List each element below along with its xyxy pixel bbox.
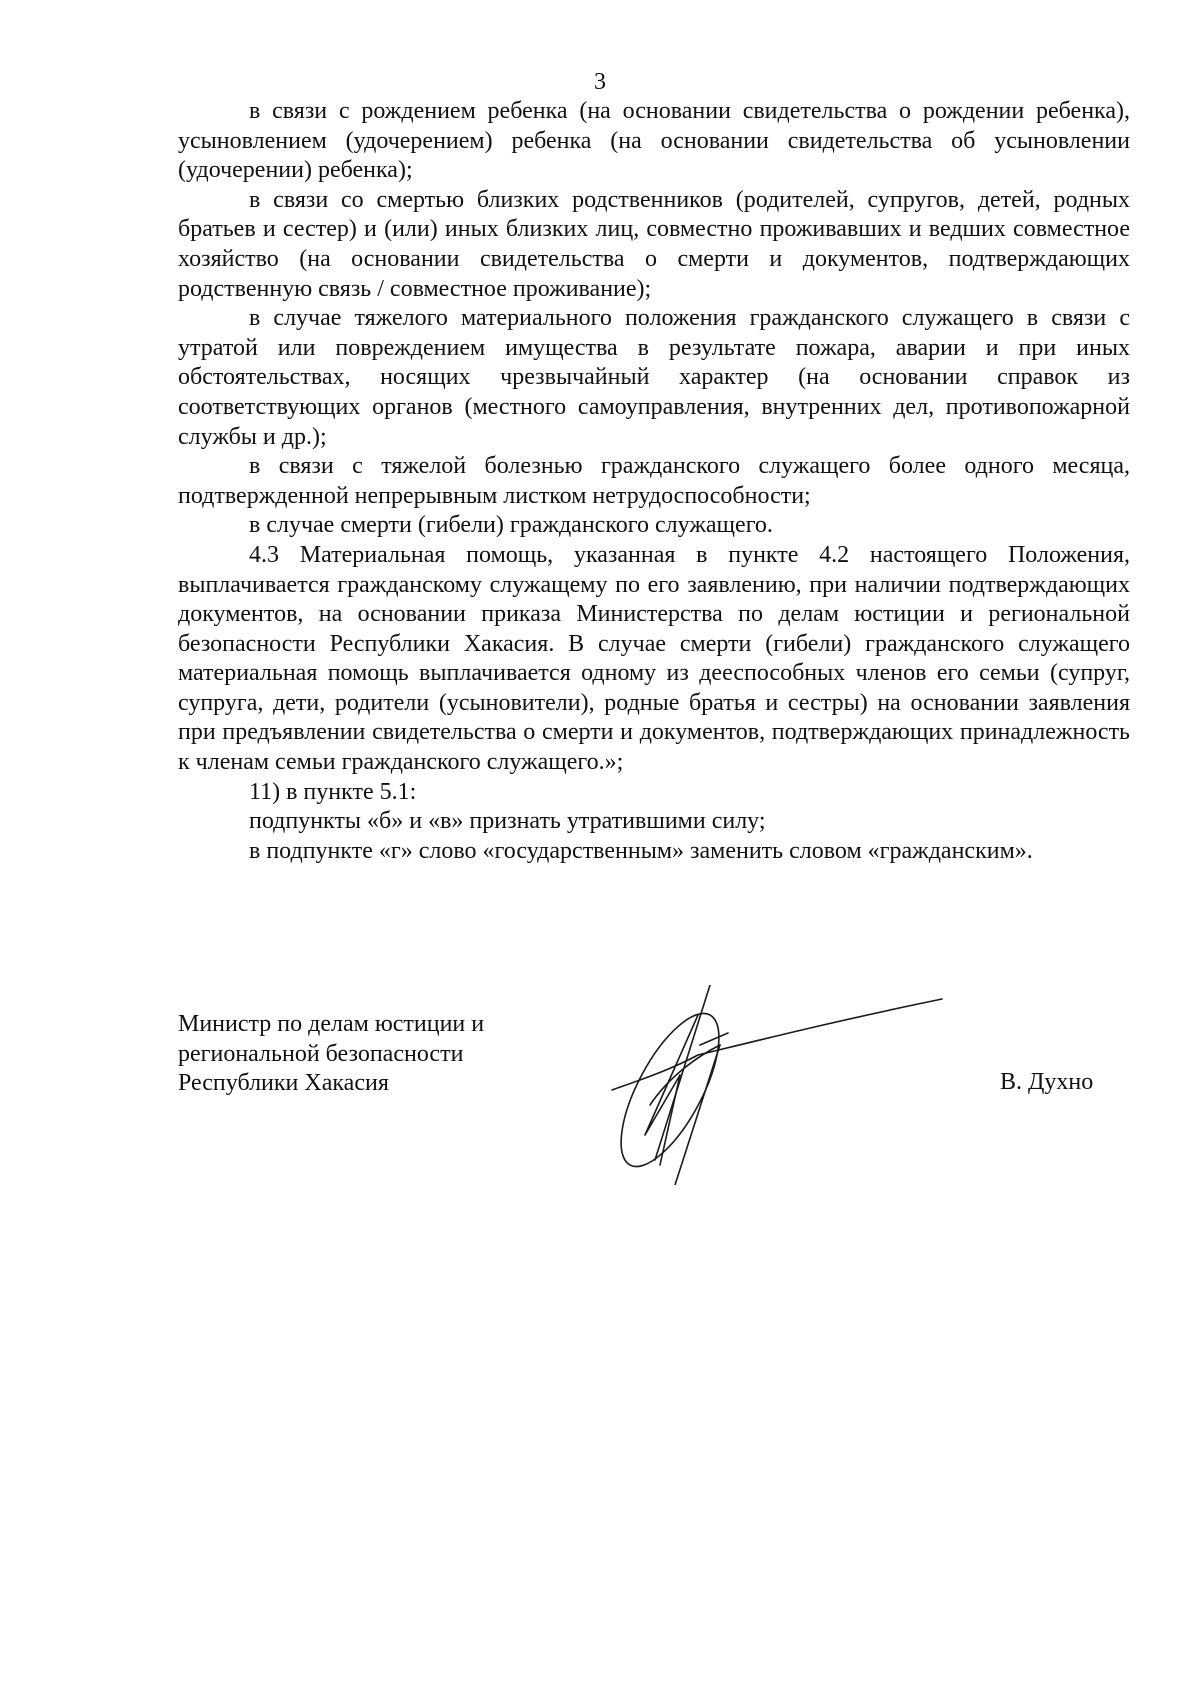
position-line: региональной безопасности [178,1040,464,1067]
position-line: Республики Хакасия [178,1070,389,1097]
paragraph-death-servant: в случае смерти (гибели) гражданского служащего. [249,512,773,539]
signatory-position [178,1010,484,1099]
page-number: 3 [594,69,606,95]
paragraph-subitem-g: в подпункте «г» слово «государственным» заменить словом «гражданским». [249,837,1033,864]
handwritten-signature [600,985,950,1185]
position-line: Министр по делам юстиции и [178,1011,485,1037]
paragraph-clause-4-3: 4.3 Материальная помощь, указанная в пункте 4.2 настоящего Положения, выплачивается гражданскому служащему по его заявлению, при наличии подтверждающих документов, на основании приказа Министерства по делам юстиции и региональной безопасности Республики Хакасия. В случае смерти (гибели) гражданского служащего материальная помощь выплачивается одному из дееспособных членов его семьи (супруг, супруга, дети, родители (усыновители), родные братья и сестры) на основании заявления при предъявлении свидетельства о смерти и документов, подтверждающих принадлежность к членам семьи гражданского служащего.»; [178,541,1130,776]
paragraph-item-11: 11) в пункте 5.1: [249,778,417,805]
document-body [178,97,1130,866]
paragraph-birth-adoption: в связи с рождением ребенка (на основании свидетельства о рождении ребенка), усыновлением (удочерением) ребенка (на основании свидетельства об усыновлении (удочерении) ребенка); [178,98,1130,184]
paragraph-illness: в связи с тяжелой болезнью гражданского служащего более одного месяца, подтвержденной непрерывным листком нетрудоспособности; [178,453,1130,509]
signer-name: В. Духно [1000,1069,1094,1095]
paragraph-death-relatives: в связи со смертью близких родственников (родителей, супругов, детей, родных братьев и сестер) и (или) иных близких лиц, совместно проживавших и ведших совместное хозяйство (на основании свидетельства о смерти и документов, подтверждающих родственную связь / совместное проживание); [178,186,1130,302]
paragraph-property-loss: в случае тяжелого материального положения гражданского служащего в связи с утратой или повреждением имущества в результате пожара, аварии и при иных обстоятельствах, носящих чрезвычайный характер (на основании справок из соответствующих органов (местного самоуправления, внутренних дел, противопожарной службы и др.); [178,305,1130,450]
paragraph-subitems-b-v: подпункты «б» и «в» признать утратившими силу; [249,808,766,835]
